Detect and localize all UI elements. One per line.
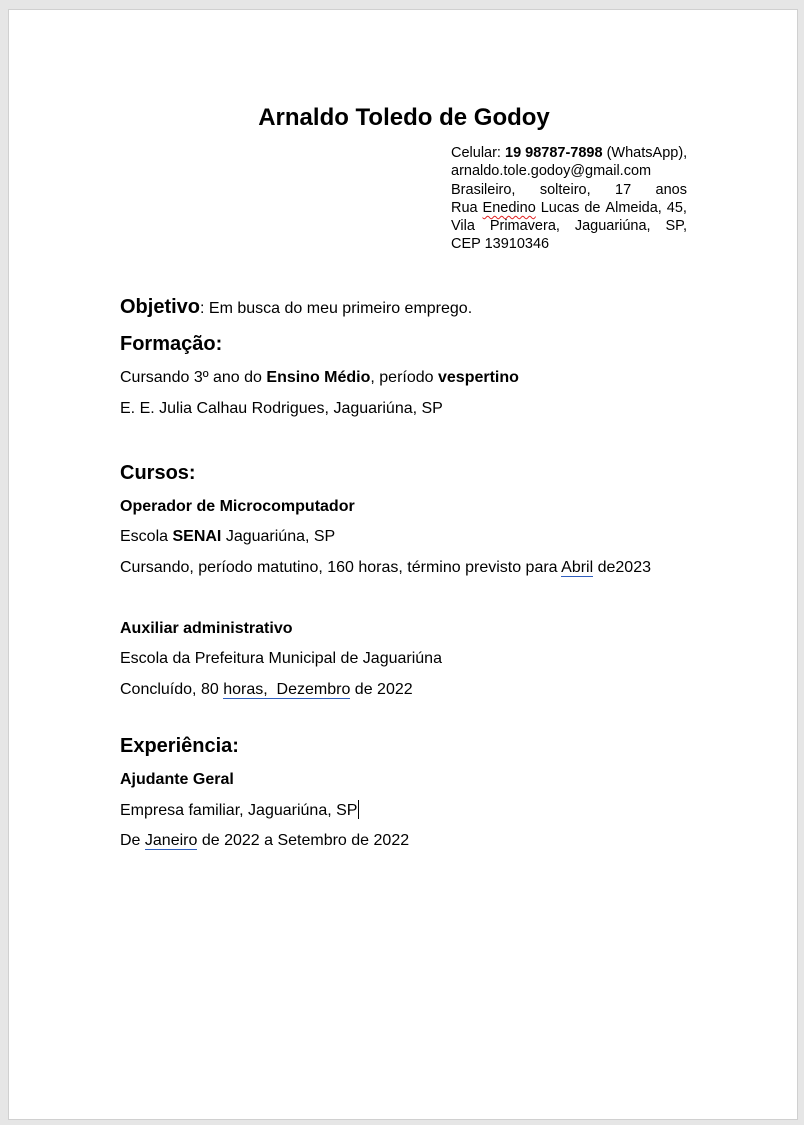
phone-label: Celular: [451,145,505,161]
formation-level: Ensino Médio [266,369,371,386]
address-word: de [584,199,601,216]
contact-address-line-2 [451,217,687,235]
formation-period: vespertino [438,369,519,386]
resume-name: Arnaldo Toledo de Godoy [258,104,550,131]
experience-1-title: Ajudante Geral [120,771,234,788]
formation-text: , período [370,369,438,386]
grammar-flagged-word[interactable]: Abril [561,559,594,576]
contact-block [451,144,687,254]
course-1-title: Operador de Microcomputador [120,498,355,515]
address-word: 45, [666,199,687,216]
experience-text: de 2022 a Setembro de 2022 [197,832,410,849]
personal-word: 17 [615,181,632,198]
address-word: Jaguariúna, [574,218,651,235]
contact-address-line-1 [451,199,687,217]
experience-company-text: Empresa familiar, Jaguariúna, SP [120,802,358,819]
experience-text: De [120,832,145,849]
address-word: Rua [451,199,478,216]
address-word: Almeida, [605,199,662,216]
course-text: Concluído, 80 [120,681,224,698]
grammar-flagged-phrase[interactable]: horas, Dezembro [223,681,351,698]
address-word: SP, [665,218,687,235]
formation-school: E. E. Julia Calhau Rodrigues, Jaguariúna, SP [120,400,443,417]
course-text: de2023 [593,559,651,576]
experience-1-company [120,800,359,821]
personal-word: anos [655,181,687,198]
contact-cep: CEP 13910346 [451,236,550,253]
formation-line-1 [120,368,519,388]
course-2-school: Escola da Prefeitura Municipal de Jaguariúna [120,650,442,667]
course-text: Cursando, período matutino, 160 horas, término previsto para [120,559,562,576]
personal-word: Brasileiro, [451,181,516,198]
contact-email: arnaldo.tole.godoy@gmail.com [451,163,652,180]
personal-word: solteiro, [539,181,591,198]
courses-heading: Cursos: [120,462,196,484]
phone-number: 19 98787-7898 [505,145,603,161]
course-text: Escola [120,528,173,545]
contact-personal-line [451,181,687,199]
objective-text: : Em busca do meu primeiro emprego. [200,300,473,317]
course-text: Jaguariúna, SP [221,528,336,545]
course-1-status [120,558,651,578]
course-1-school [120,527,335,547]
experience-heading: Experiência: [120,735,239,757]
objective-label: Objetivo [120,296,201,318]
contact-phone-line [451,144,687,162]
course-2-title: Auxiliar administrativo [120,620,293,637]
experience-1-period [120,831,409,851]
objective-line [120,297,472,319]
phone-suffix: (WhatsApp), [602,145,688,161]
document-page[interactable] [8,9,798,1120]
course-text: de 2022 [350,681,413,698]
address-word: Lucas [540,199,580,216]
address-word: Primavera, [489,218,560,235]
address-word: Vila [451,218,475,235]
grammar-flagged-word[interactable]: Janeiro [144,832,198,849]
formation-heading: Formação: [120,333,223,355]
text-cursor [358,800,359,819]
address-word-misspelled[interactable]: Enedino [482,199,536,216]
course-2-status [120,680,413,700]
course-school-name: SENAI [172,528,222,545]
formation-text: Cursando 3º ano do [120,369,267,386]
